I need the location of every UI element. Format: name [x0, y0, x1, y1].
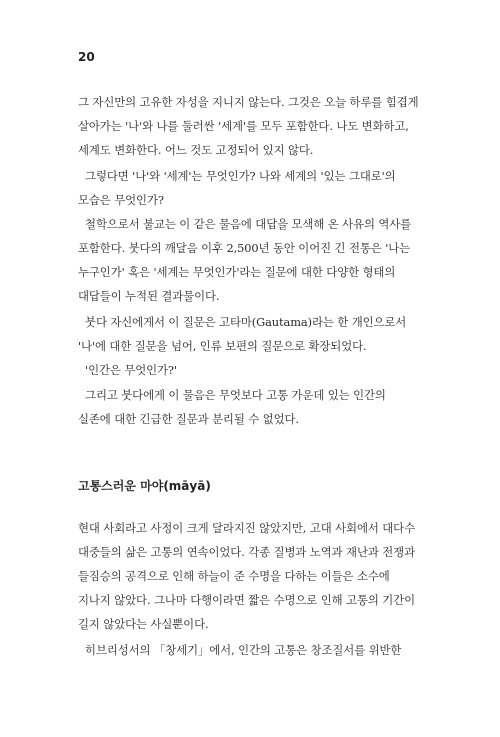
paragraph-3 — [78, 212, 424, 308]
text-line: 지나지 않았다. 그나마 다행이라면 짧은 수명으로 인해 고통의 기간이 — [78, 593, 415, 607]
section-heading: 고통스러운 마야(māyā) — [78, 479, 211, 493]
text-line: 살아가는 '나'와 나를 둘러싼 '세계'를 모두 포함한다. 나도 변화하고, — [78, 119, 409, 133]
text-line: 길지 않았다는 사실뿐이다. — [78, 617, 209, 631]
text-line: '나'에 대한 질문을 넘어, 인류 보편의 질문으로 확장되었다. — [78, 339, 367, 353]
page-number: 20 — [78, 50, 95, 64]
text-line: 대중들의 삶은 고통의 연속이었다. 각종 질병과 노역과 재난과 전쟁과 — [78, 545, 415, 559]
text-line: 들짐승의 공격으로 인해 하늘이 준 수명을 다하는 이들은 소수에 — [78, 569, 390, 583]
paragraph-5 — [78, 358, 424, 382]
paragraph-8 — [78, 638, 424, 662]
text-line: 모습은 무엇인가? — [78, 193, 164, 207]
text-line: 히브리성서의 「창세기」에서, 인간의 고통은 창조질서를 위반한 — [78, 643, 402, 657]
paragraph-2 — [78, 164, 424, 212]
text-line: 누구인가' 혹은 '세계는 무엇인가'라는 질문에 대한 다양한 형태의 — [78, 265, 396, 279]
text-line: 대답들이 누적된 결과물이다. — [78, 289, 220, 303]
text-line: '인간은 무엇인가?' — [78, 363, 177, 377]
text-line: 붓다 자신에게서 이 질문은 고타마(Gautama)라는 한 개인으로서 — [78, 315, 407, 329]
paragraph-6 — [78, 383, 424, 431]
paragraph-1 — [78, 90, 424, 162]
text-line: 포함한다. 붓다의 깨달음 이후 2,500년 동안 이어진 긴 전통은 '나는 — [78, 241, 411, 255]
text-line: 현대 사회라고 사정이 크게 달라지진 않았지만, 고대 사회에서 대다수 — [78, 521, 415, 535]
paragraph-4 — [78, 310, 424, 358]
text-line: 세계도 변화한다. 어느 것도 고정되어 있지 않다. — [78, 143, 314, 157]
paragraph-7 — [78, 516, 424, 636]
text-line: 철학으로서 불교는 이 같은 물음에 대답을 모색해 온 사유의 역사를 — [78, 217, 412, 231]
text-line: 실존에 대한 긴급한 질문과 분리될 수 없었다. — [78, 412, 299, 426]
text-line: 그렇다면 '나'와 '세계'는 무엇인가? 나와 세계의 '있는 그대로'의 — [78, 169, 396, 183]
text-line: 그리고 붓다에게 이 물음은 무엇보다 고통 가운데 있는 인간의 — [78, 388, 386, 402]
text-line: 그 자신만의 고유한 자성을 지니지 않는다. 그것은 오늘 하루를 힘겹게 — [78, 95, 419, 109]
